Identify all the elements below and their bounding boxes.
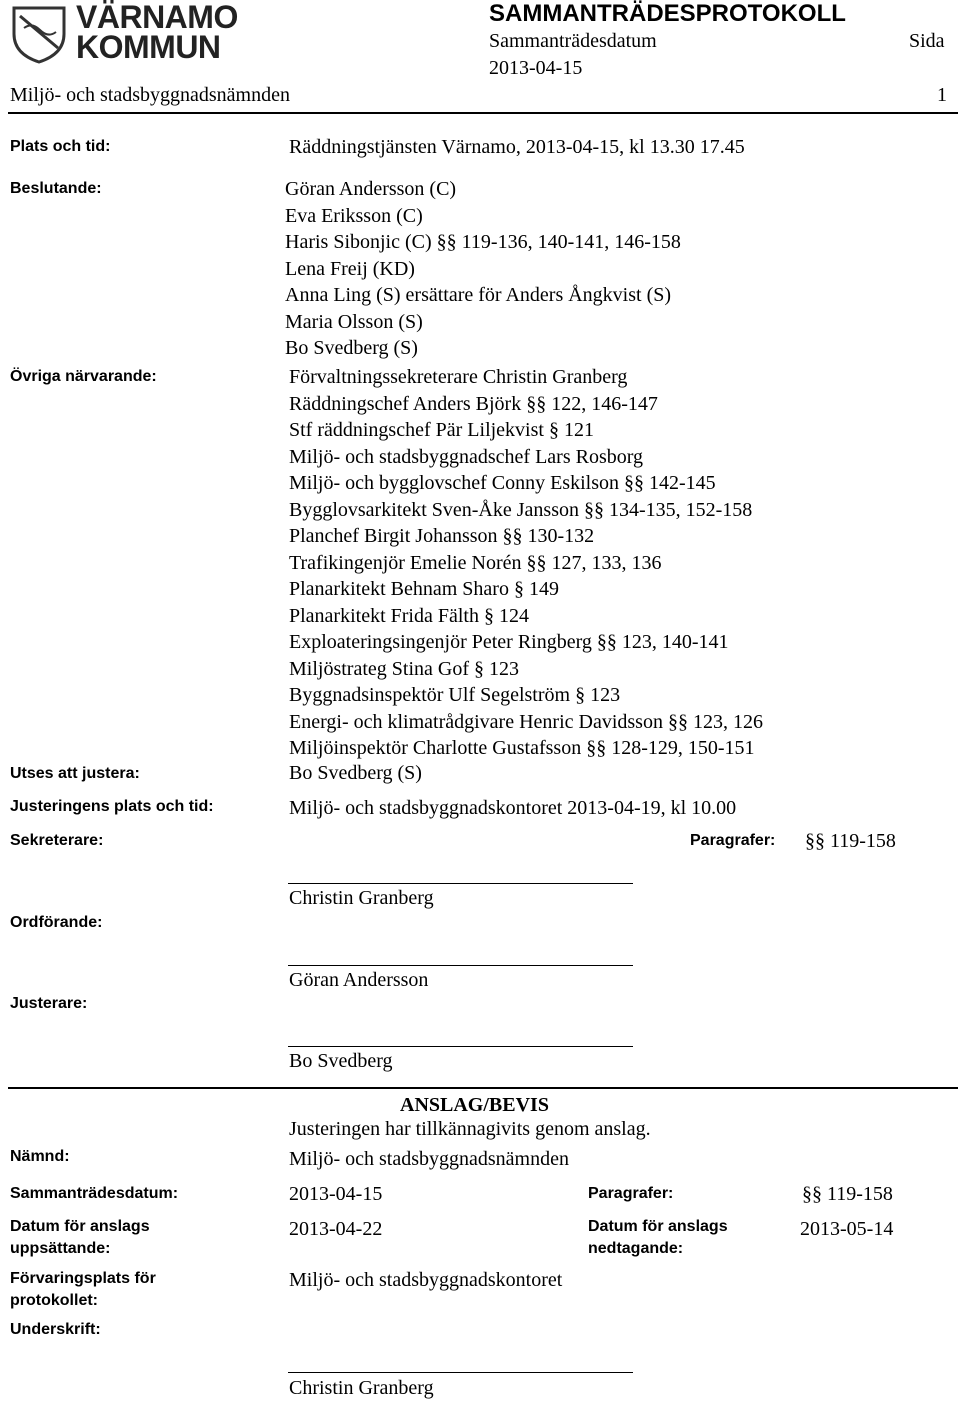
place-time-label: Plats och tid: xyxy=(10,138,111,155)
notice-meeting-date-label: Sammanträdesdatum: xyxy=(10,1185,179,1202)
posted-date-value: 2013-04-22 xyxy=(289,1218,383,1240)
attendee: Förvaltningssekreterare Christin Granberg xyxy=(289,366,628,388)
decision-member: Eva Eriksson (C) xyxy=(285,204,423,227)
logo-text-varnamo: VÄRNAMO xyxy=(76,0,238,35)
decision-member: Göran Andersson (C) xyxy=(285,178,457,200)
page-number: 1 xyxy=(937,84,947,106)
notice-divider xyxy=(8,1087,958,1089)
adjustment-place-value: Miljö- och stadsbyggnadskontoret 2013-04-19, kl 10.00 xyxy=(289,797,737,819)
secretary-name: Christin Granberg xyxy=(289,887,434,909)
others-present-list xyxy=(289,364,763,762)
attendee: Miljöstrateg Stina Gof § 123 xyxy=(289,657,519,680)
storage-label xyxy=(10,1268,156,1312)
attendee: Miljöinspektör Charlotte Gustafsson §§ 128-129, 150-151 xyxy=(289,737,755,759)
attendee: Planarkitekt Frida Fälth § 124 xyxy=(289,604,529,627)
decision-makers-list xyxy=(285,176,681,362)
storage-label-line1: Förvaringsplats för xyxy=(10,1270,156,1287)
storage-label-line2: protokollet: xyxy=(10,1292,98,1309)
attendee: Energi- och klimatrådgivare Henric Davidsson §§ 123, 126 xyxy=(289,710,763,733)
chair-label: Ordförande: xyxy=(10,914,103,931)
adjuster-appointed-label: Utses att justera: xyxy=(10,765,140,782)
attendee: Byggnadsinspektör Ulf Segelström § 123 xyxy=(289,684,621,706)
notice-statement: Justeringen har tillkännagivits genom anslag. xyxy=(289,1118,651,1140)
header-divider xyxy=(8,112,958,114)
attendee: Trafikingenjör Emelie Norén §§ 127, 133, 136 xyxy=(289,551,662,574)
adjuster-name: Bo Svedberg xyxy=(289,1050,393,1072)
posted-date-label-line1: Datum för anslags xyxy=(10,1218,150,1235)
secretary-signature-line xyxy=(288,883,633,884)
decision-member: Anna Ling (S) ersättare för Anders Ångkvist (S) xyxy=(285,284,672,306)
paragraphs-label: Paragrafer: xyxy=(690,832,776,849)
secretary-label: Sekreterare: xyxy=(10,832,104,849)
removed-date-label xyxy=(588,1216,728,1260)
attendee: Exploateringsingenjör Peter Ringberg §§ 123, 140-141 xyxy=(289,631,729,653)
committee-name: Miljö- och stadsbyggnadsnämnden xyxy=(10,84,290,106)
adjustment-place-label: Justeringens plats och tid: xyxy=(10,798,214,815)
decision-member: Lena Freij (KD) xyxy=(285,257,415,280)
attendee: Bygglovsarkitekt Sven-Åke Jansson §§ 134-135, 152-158 xyxy=(289,498,753,521)
attendee: Miljö- och stadsbyggnadschef Lars Rosborg xyxy=(289,445,644,468)
place-time-value: Räddningstjänsten Värnamo, 2013-04-15, kl 13.30 17.45 xyxy=(289,136,745,158)
chair-name: Göran Andersson xyxy=(289,969,429,991)
notice-signature-name: Christin Granberg xyxy=(289,1377,434,1399)
notice-meeting-date-value: 2013-04-15 xyxy=(289,1183,383,1205)
removed-date-value: 2013-05-14 xyxy=(800,1218,894,1240)
notice-heading: ANSLAG/BEVIS xyxy=(400,1094,549,1116)
storage-value: Miljö- och stadsbyggnadskontoret xyxy=(289,1269,563,1291)
signature-label: Underskrift: xyxy=(10,1321,101,1338)
coat-of-arms-icon xyxy=(10,4,68,64)
attendee: Stf räddningschef Pär Liljekvist § 121 xyxy=(289,419,594,441)
adjuster-signature-line xyxy=(288,1046,633,1047)
document-title: SAMMANTRÄDESPROTOKOLL xyxy=(489,0,846,27)
page-label: Sida xyxy=(909,30,945,52)
decision-member: Bo Svedberg (S) xyxy=(285,337,418,359)
notice-paragraphs-value: §§ 119-158 xyxy=(802,1183,893,1205)
decision-member: Maria Olsson (S) xyxy=(285,310,423,333)
chair-signature-line xyxy=(288,965,633,966)
attendee: Miljö- och bygglovschef Conny Eskilson §§ 142-145 xyxy=(289,472,716,494)
notice-paragraphs-label: Paragrafer: xyxy=(588,1185,674,1202)
decision-member: Haris Sibonjic (C) §§ 119-136, 140-141, 146-158 xyxy=(285,231,681,253)
attendee: Räddningschef Anders Björk §§ 122, 146-147 xyxy=(289,392,658,415)
posted-date-label-line2: uppsättande: xyxy=(10,1240,111,1257)
body-label: Nämnd: xyxy=(10,1148,70,1165)
attendee: Planchef Birgit Johansson §§ 130-132 xyxy=(289,525,595,547)
adjuster-label: Justerare: xyxy=(10,995,88,1012)
meeting-date-value: 2013-04-15 xyxy=(489,57,583,79)
attendee: Planarkitekt Behnam Sharo § 149 xyxy=(289,578,559,600)
removed-date-label-line1: Datum för anslags xyxy=(588,1218,728,1235)
meeting-date-label: Sammanträdesdatum xyxy=(489,30,657,52)
logo-text-kommun: KOMMUN xyxy=(76,29,221,65)
removed-date-label-line2: nedtagande: xyxy=(588,1240,684,1257)
adjuster-appointed-value: Bo Svedberg (S) xyxy=(289,762,422,784)
decision-makers-label: Beslutande: xyxy=(10,180,102,197)
body-value: Miljö- och stadsbyggnadsnämnden xyxy=(289,1148,569,1170)
paragraphs-value: §§ 119-158 xyxy=(805,830,896,852)
posted-date-label xyxy=(10,1216,150,1260)
others-present-label: Övriga närvarande: xyxy=(10,368,157,385)
notice-signature-line xyxy=(288,1372,633,1373)
